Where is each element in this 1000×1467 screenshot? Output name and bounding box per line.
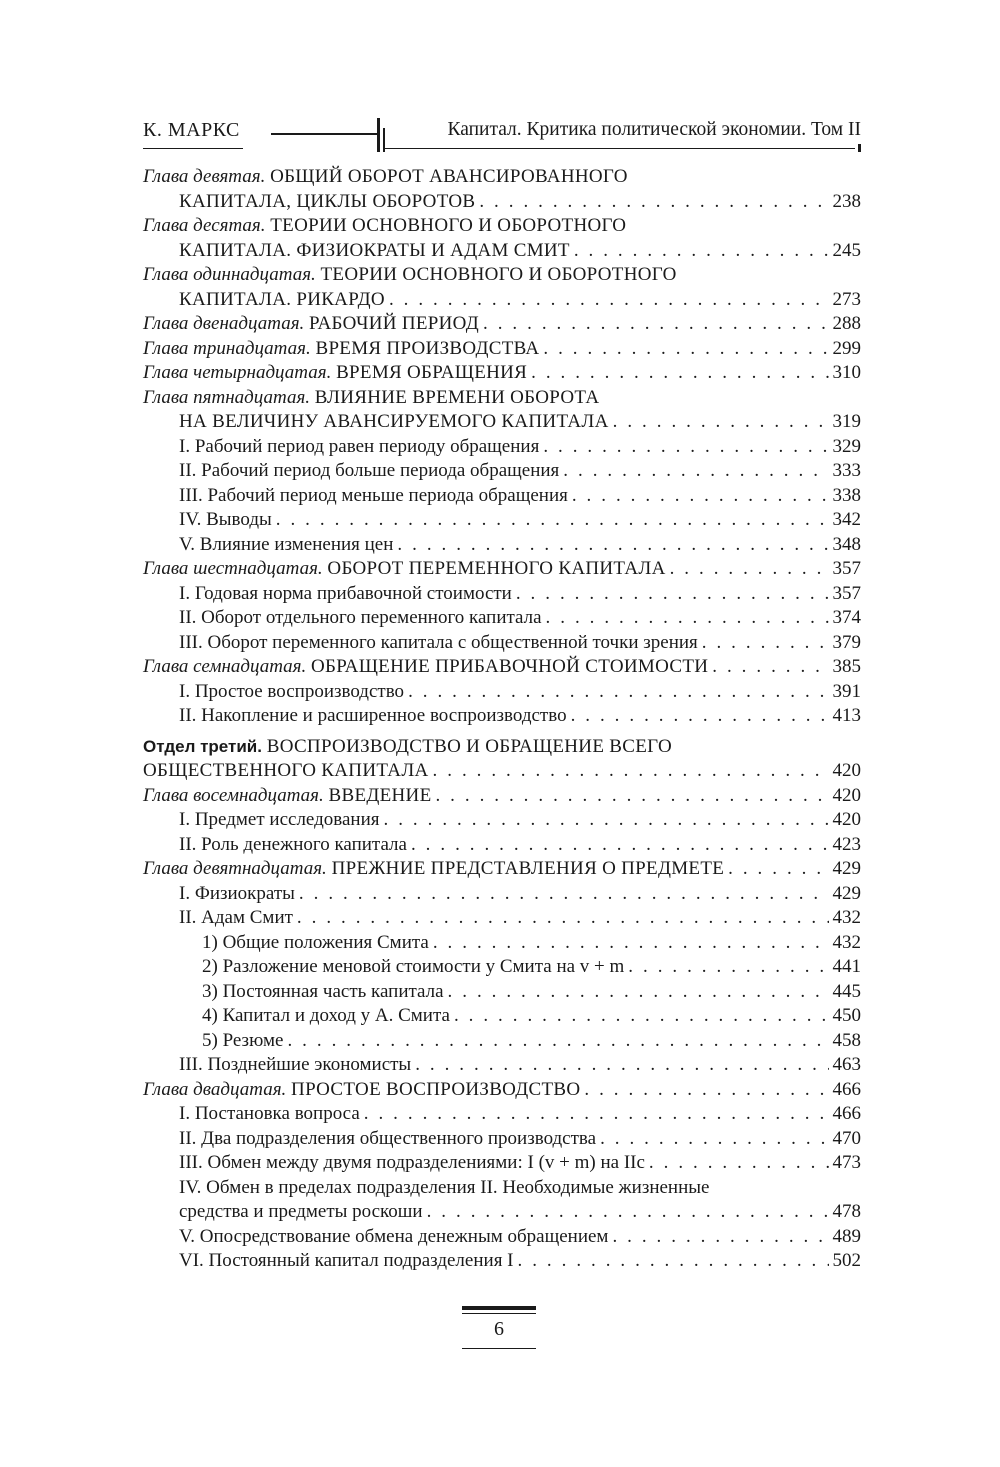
toc-text	[143, 386, 599, 411]
toc-line	[143, 906, 861, 931]
toc-title: ВЛИЯНИЕ ВРЕМЕНИ ОБОРОТА	[314, 386, 600, 408]
toc-page-number: 310	[832, 362, 861, 383]
toc-page-number: 238	[832, 190, 861, 212]
toc-line	[143, 435, 861, 460]
toc-title: ТЕОРИИ ОСНОВНОГО И ОБОРОТНОГО	[320, 264, 677, 285]
toc-entry[interactable]	[143, 508, 861, 533]
toc-entry[interactable]	[143, 1225, 861, 1250]
dot-leader	[612, 1225, 828, 1250]
part-label: Отдел третий.	[143, 736, 262, 756]
toc-line	[143, 410, 861, 435]
toc-title: II. Адам Смит	[179, 907, 293, 928]
toc-entry[interactable]	[143, 857, 861, 882]
toc-page-number: 445	[832, 980, 861, 1002]
toc-title: VI. Постоянный капитал подразделения I	[179, 1250, 514, 1271]
header-author: К. МАРКС	[143, 119, 240, 141]
toc-line	[143, 1004, 861, 1029]
dot-leader	[384, 808, 829, 833]
toc-title: I. Рабочий период равен периоду обращения	[179, 435, 540, 457]
toc-line	[143, 361, 861, 386]
dot-leader	[649, 1151, 829, 1176]
toc-page-number: 432	[832, 907, 861, 928]
toc-line	[143, 735, 861, 760]
toc-entry[interactable]	[143, 784, 861, 809]
toc-title: III. Обмен между двумя подразделениями: I (v + m) на IIc	[179, 1152, 645, 1173]
toc-text	[202, 980, 444, 1005]
dot-leader	[531, 361, 828, 386]
toc-entry[interactable]	[143, 459, 861, 484]
toc-page-number: 420	[832, 809, 861, 830]
toc-page-number: 342	[832, 509, 861, 530]
toc-text	[179, 1102, 360, 1127]
toc-line	[143, 165, 861, 190]
toc-text	[179, 1200, 423, 1225]
toc-line	[143, 484, 861, 509]
toc-title: ОБРАЩЕНИЕ ПРИБАВОЧНОЙ СТОИМОСТИ	[311, 656, 709, 677]
toc-line	[143, 1102, 861, 1127]
toc-page-number: 429	[832, 882, 861, 904]
dot-leader	[574, 239, 829, 264]
toc-title: КАПИТАЛА, ЦИКЛЫ ОБОРОТОВ	[179, 190, 476, 212]
toc-entry[interactable]	[143, 931, 861, 956]
toc-entry[interactable]	[143, 606, 861, 631]
dot-leader	[415, 1053, 828, 1078]
toc-page-number: 391	[832, 680, 861, 702]
toc-line	[143, 190, 861, 215]
dot-leader	[572, 484, 829, 509]
toc-page-number: 273	[832, 288, 861, 310]
toc-entry[interactable]	[143, 386, 861, 435]
toc-title: ПРОСТОЕ ВОСПРОИЗВОДСТВО	[291, 1078, 581, 1100]
dot-leader	[389, 288, 829, 313]
toc-page-number: 319	[832, 411, 861, 432]
chapter-label: Глава девятая.	[143, 166, 266, 187]
toc-text	[179, 288, 385, 313]
toc-line	[143, 239, 861, 264]
toc-text	[179, 1151, 645, 1176]
toc-title: III. Оборот переменного капитала с общественной точки зрения	[179, 631, 698, 653]
dot-leader	[712, 655, 828, 680]
dot-leader	[518, 1249, 829, 1274]
dot-leader	[628, 955, 828, 980]
toc-line	[143, 337, 861, 362]
dot-leader	[435, 784, 828, 809]
toc-text	[143, 361, 527, 386]
folio-rule	[462, 1306, 536, 1310]
toc-line	[143, 1053, 861, 1078]
toc-title: I. Простое воспроизводство	[179, 680, 405, 702]
toc-entry[interactable]	[143, 435, 861, 460]
toc-title: ОБЩЕСТВЕННОГО КАПИТАЛА	[143, 760, 429, 781]
toc-entry[interactable]	[143, 165, 861, 214]
toc-title: средства и предметы роскоши	[179, 1201, 423, 1222]
toc-entry[interactable]	[143, 582, 861, 607]
page-folio	[462, 1306, 536, 1349]
toc-title: ТЕОРИИ ОСНОВНОГО И ОБОРОТНОГО	[270, 215, 627, 236]
toc-text	[202, 955, 624, 980]
header-rule-end	[858, 144, 861, 152]
toc-text	[179, 606, 542, 631]
toc-page-number: 245	[832, 239, 861, 261]
toc-title: НА ВЕЛИЧИНУ АВАНСИРУЕМОГО КАПИТАЛА	[179, 411, 609, 432]
toc-entry[interactable]	[143, 1078, 861, 1103]
header-divider	[377, 118, 380, 152]
chapter-label: Глава двадцатая.	[143, 1078, 287, 1100]
toc-entry[interactable]	[143, 1053, 861, 1078]
page-number: 6	[494, 1318, 504, 1340]
header-rule	[271, 133, 377, 135]
running-header	[143, 118, 861, 158]
header-rule	[143, 148, 243, 149]
toc-page-number: 420	[832, 760, 861, 781]
toc-entry[interactable]	[143, 1151, 861, 1176]
toc-line	[143, 833, 861, 858]
toc-text	[143, 655, 708, 680]
toc-title: II. Роль денежного капитала	[179, 833, 407, 855]
toc-line	[143, 931, 861, 956]
toc-line	[143, 1078, 861, 1103]
toc-page-number: 357	[832, 582, 861, 604]
toc-page-number: 489	[832, 1225, 861, 1247]
toc-line	[143, 955, 861, 980]
chapter-label: Глава тринадцатая.	[143, 337, 311, 359]
toc-page-number: 466	[832, 1078, 861, 1100]
toc-text	[202, 931, 429, 956]
dot-leader	[479, 190, 828, 215]
toc-line	[143, 1225, 861, 1250]
toc-line	[143, 704, 861, 729]
toc-entry[interactable]	[143, 655, 861, 680]
toc-title: I. Постановка вопроса	[179, 1103, 360, 1124]
toc-text	[179, 1127, 596, 1152]
dot-leader	[397, 533, 828, 558]
dot-leader	[728, 857, 828, 882]
toc-line	[143, 1151, 861, 1176]
toc-entry[interactable]	[143, 808, 861, 833]
chapter-label: Глава двенадцатая.	[143, 313, 305, 334]
toc-text	[179, 582, 512, 607]
dot-leader	[543, 435, 828, 460]
toc-text	[179, 1249, 514, 1274]
toc-page-number: 423	[832, 833, 861, 855]
toc-text	[179, 190, 475, 215]
toc-page-number: 458	[832, 1029, 861, 1051]
dot-leader	[702, 631, 829, 656]
folio-rule	[462, 1348, 536, 1349]
toc-entry[interactable]	[143, 955, 861, 980]
toc-entry[interactable]	[143, 906, 861, 931]
header-book-title: Капитал. Критика политической экономии. Том II	[447, 119, 861, 140]
toc-text	[143, 165, 628, 190]
toc-text	[179, 882, 295, 907]
dot-leader	[613, 410, 829, 435]
dot-leader	[433, 759, 829, 784]
toc-title: 5) Резюме	[202, 1029, 284, 1051]
toc-title: ВРЕМЯ ОБРАЩЕНИЯ	[336, 362, 528, 383]
toc-entry[interactable]	[143, 882, 861, 907]
toc-text	[179, 533, 393, 558]
toc-text	[143, 337, 539, 362]
toc-text	[143, 312, 479, 337]
toc-title: ОБОРОТ ПЕРЕМЕННОГО КАПИТАЛА	[327, 558, 666, 579]
toc-title: КАПИТАЛА. ФИЗИОКРАТЫ И АДАМ СМИТ	[179, 239, 570, 261]
toc-title: ОБЩИЙ ОБОРОТ АВАНСИРОВАННОГО	[270, 166, 628, 187]
dot-leader	[411, 833, 829, 858]
toc-entry[interactable]	[143, 263, 861, 312]
chapter-label: Глава десятая.	[143, 215, 266, 236]
toc-page-number: 299	[832, 337, 861, 359]
toc-page-number: 374	[832, 607, 861, 628]
toc-title: IV. Выводы	[179, 509, 272, 530]
toc-page-number: 463	[832, 1054, 861, 1075]
toc-title: КАПИТАЛА. РИКАРДО	[179, 288, 385, 310]
toc-page-number: 502	[832, 1250, 861, 1271]
toc-line	[143, 808, 861, 833]
toc-entry[interactable]	[143, 1127, 861, 1152]
header-rule	[385, 148, 855, 149]
toc-text	[179, 239, 570, 264]
toc-entry[interactable]	[143, 1176, 861, 1225]
toc-line	[143, 582, 861, 607]
toc-text	[143, 263, 677, 288]
toc-page-number: 420	[832, 784, 861, 806]
dot-leader	[546, 606, 829, 631]
toc-page-number: 466	[832, 1103, 861, 1124]
toc-line	[143, 980, 861, 1005]
toc-title: I. Предмет исследования	[179, 809, 380, 830]
toc-entry[interactable]	[143, 1029, 861, 1054]
toc-line	[143, 857, 861, 882]
toc-text	[179, 1053, 411, 1078]
dot-leader	[433, 931, 829, 956]
toc-line	[143, 1249, 861, 1274]
toc-line	[143, 606, 861, 631]
chapter-label: Глава девятнадцатая.	[143, 858, 327, 879]
toc-title: III. Позднейшие экономисты	[179, 1054, 412, 1075]
toc-line	[143, 784, 861, 809]
toc-line	[143, 680, 861, 705]
toc-line	[143, 759, 861, 784]
toc-page-number: 379	[832, 631, 861, 653]
toc-page-number: 441	[832, 956, 861, 977]
toc-line	[143, 882, 861, 907]
toc-line	[143, 214, 861, 239]
toc-page-number: 470	[832, 1127, 861, 1149]
toc-text	[202, 1004, 450, 1029]
toc-text	[202, 1029, 283, 1054]
toc-title: ПРЕЖНИЕ ПРЕДСТАВЛЕНИЯ О ПРЕДМЕТЕ	[331, 858, 725, 879]
toc-entry[interactable]	[143, 833, 861, 858]
toc-entry[interactable]	[143, 214, 861, 263]
chapter-label: Глава восемнадцатая.	[143, 784, 324, 806]
toc-text	[179, 484, 568, 509]
toc-line	[143, 1176, 861, 1201]
toc-page-number: 450	[832, 1005, 861, 1026]
toc-title: ВОСПРОИЗВОДСТВО И ОБРАЩЕНИЕ ВСЕГО	[266, 735, 672, 757]
toc-page-number: 338	[832, 484, 861, 506]
toc-text	[179, 459, 559, 484]
toc-page-number: 429	[832, 858, 861, 879]
chapter-label: Глава четырнадцатая.	[143, 362, 332, 383]
toc-line	[143, 1127, 861, 1152]
toc-line	[143, 1029, 861, 1054]
toc-text	[179, 680, 404, 705]
toc-line	[143, 386, 861, 411]
toc-text	[179, 1225, 608, 1250]
toc-text	[179, 704, 567, 729]
toc-title: 3) Постоянная часть капитала	[202, 980, 444, 1002]
toc-page-number: 329	[832, 435, 861, 457]
toc-entry[interactable]	[143, 1004, 861, 1029]
toc-title: РАБОЧИЙ ПЕРИОД	[309, 313, 480, 334]
dot-leader	[408, 680, 828, 705]
toc-entry[interactable]	[143, 533, 861, 558]
toc-line	[143, 655, 861, 680]
toc-title: 4) Капитал и доход у А. Смита	[202, 1005, 450, 1026]
toc-title: V. Влияние изменения цен	[179, 533, 394, 555]
toc-line	[143, 288, 861, 313]
toc-page-number: 288	[832, 313, 861, 334]
toc-line	[143, 263, 861, 288]
chapter-label: Глава семнадцатая.	[143, 656, 307, 677]
toc-text	[179, 808, 380, 833]
toc-entry[interactable]	[143, 337, 861, 362]
dot-leader	[287, 1029, 828, 1054]
toc-title: I. Физиократы	[179, 882, 295, 904]
dot-leader	[364, 1102, 829, 1127]
toc-title: IV. Обмен в пределах подразделения II. Необходимые жизненные	[179, 1176, 710, 1198]
toc-text	[179, 631, 698, 656]
toc-title: 2) Разложение меновой стоимости у Смита на v + m	[202, 956, 625, 977]
toc-page-number: 333	[832, 460, 861, 481]
dot-leader	[427, 1200, 829, 1225]
toc-line	[143, 459, 861, 484]
chapter-label: Глава одиннадцатая.	[143, 264, 316, 285]
toc-entry[interactable]	[143, 680, 861, 705]
chapter-label: Глава пятнадцатая.	[143, 386, 311, 408]
toc-text	[179, 435, 539, 460]
toc-text	[143, 735, 672, 760]
toc-text	[179, 833, 407, 858]
dot-leader	[543, 337, 828, 362]
toc-text	[143, 214, 626, 239]
toc-title: II. Накопление и расширенное воспроизводство	[179, 705, 567, 726]
toc-page-number: 413	[832, 705, 861, 726]
toc-entry[interactable]	[143, 704, 861, 729]
dot-leader	[600, 1127, 828, 1152]
dot-leader	[299, 882, 829, 907]
dot-leader	[483, 312, 828, 337]
dot-leader	[297, 906, 829, 931]
toc-entry[interactable]	[143, 1102, 861, 1127]
toc-title: II. Оборот отдельного переменного капитала	[179, 607, 542, 628]
toc-entry[interactable]	[143, 361, 861, 386]
toc-text	[143, 759, 429, 784]
toc-text	[179, 410, 609, 435]
toc-line	[143, 1200, 861, 1225]
toc-entry[interactable]	[143, 557, 861, 582]
table-of-contents	[143, 165, 861, 1274]
dot-leader	[670, 557, 829, 582]
toc-page-number: 385	[832, 656, 861, 677]
toc-line	[143, 631, 861, 656]
toc-entry[interactable]	[143, 980, 861, 1005]
toc-line	[143, 312, 861, 337]
chapter-label: Глава шестнадцатая.	[143, 558, 323, 579]
toc-title: III. Рабочий период меньше периода обращения	[179, 484, 568, 506]
toc-page-number: 357	[832, 558, 861, 579]
toc-text	[143, 784, 431, 809]
toc-title: II. Два подразделения общественного производства	[179, 1127, 597, 1149]
dot-leader	[584, 1078, 828, 1103]
toc-text	[179, 906, 293, 931]
toc-text	[179, 1176, 709, 1201]
dot-leader	[454, 1004, 829, 1029]
dot-leader	[276, 508, 829, 533]
toc-text	[143, 557, 666, 582]
toc-entry[interactable]	[143, 1249, 861, 1274]
dot-leader	[563, 459, 828, 484]
toc-entry[interactable]	[143, 631, 861, 656]
toc-title: ВВЕДЕНИЕ	[328, 784, 432, 806]
toc-title: I. Годовая норма прибавочной стоимости	[179, 582, 512, 604]
toc-text	[143, 1078, 580, 1103]
toc-text	[143, 857, 724, 882]
toc-page-number: 473	[832, 1152, 861, 1173]
toc-title: V. Опосредствование обмена денежным обращением	[179, 1225, 609, 1247]
dot-leader	[516, 582, 829, 607]
toc-text	[179, 508, 272, 533]
toc-line	[143, 508, 861, 533]
toc-page-number: 348	[832, 533, 861, 555]
dot-leader	[571, 704, 829, 729]
toc-title: II. Рабочий период больше периода обращения	[179, 460, 560, 481]
toc-entry[interactable]	[143, 312, 861, 337]
toc-title: 1) Общие положения Смита	[202, 931, 429, 953]
dot-leader	[448, 980, 829, 1005]
toc-page-number: 432	[832, 931, 861, 953]
toc-page-number: 478	[832, 1201, 861, 1222]
toc-line	[143, 533, 861, 558]
toc-entry[interactable]	[143, 484, 861, 509]
toc-line	[143, 557, 861, 582]
toc-entry[interactable]	[143, 735, 861, 784]
toc-title: ВРЕМЯ ПРОИЗВОДСТВА	[315, 337, 540, 359]
